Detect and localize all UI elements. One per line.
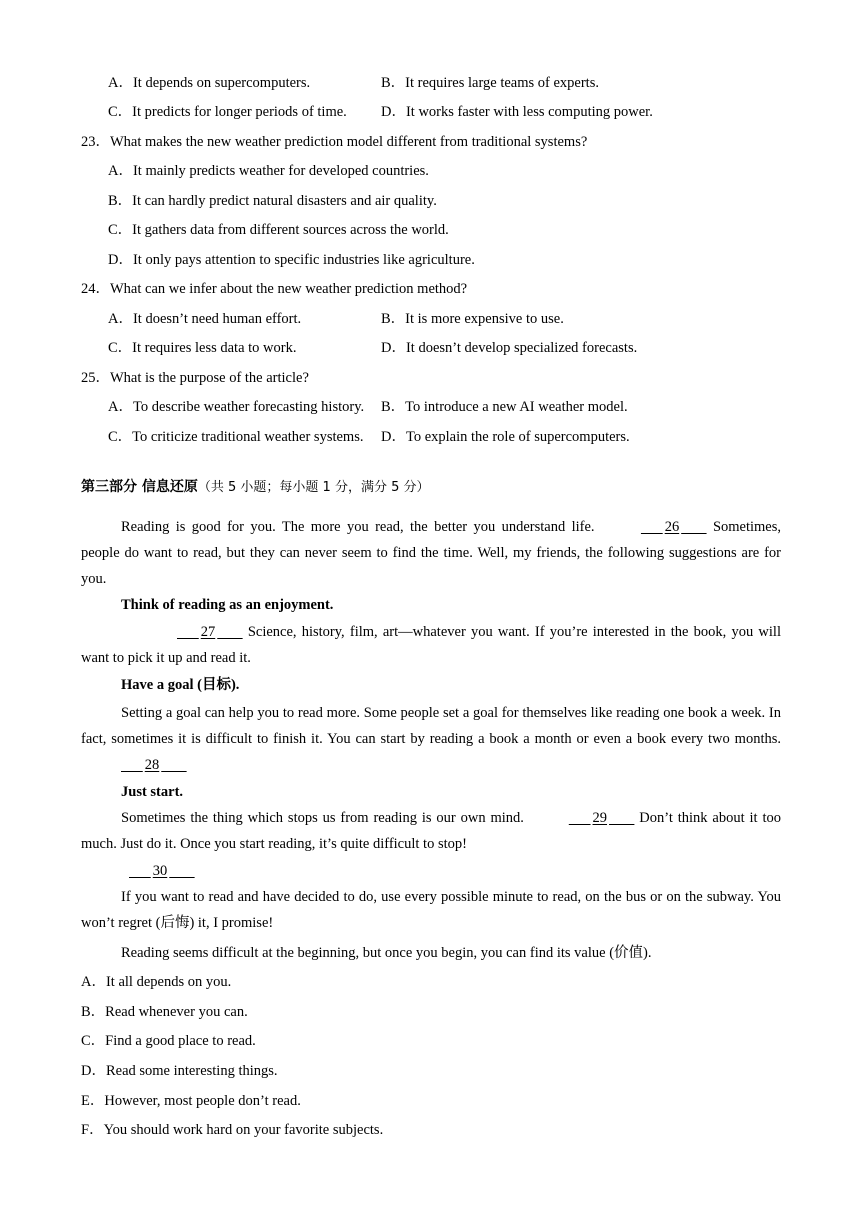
blank-number: 27 (200, 624, 216, 640)
section-title: 第三部分 信息还原 (81, 479, 198, 495)
blank-number: 29 (592, 810, 608, 826)
q24-option-a: A．It doesn’t need human effort. (108, 311, 302, 327)
q23-option-a: A．It mainly predicts weather for developed countries. (108, 163, 429, 179)
choice-a: A．It all depends on you. (81, 974, 232, 990)
blank-26 (601, 514, 707, 540)
blank-number: 26 (664, 519, 680, 535)
q22-option-c: C．It predicts for longer periods of time. (108, 104, 347, 120)
q22-option-b: B．It requires large teams of experts. (381, 75, 599, 91)
q23-option-c: C．It gathers data from different sources across the world. (108, 222, 449, 238)
choice-b: B．Read whenever you can. (81, 1004, 248, 1020)
choice-c: C．Find a good place to read. (81, 1033, 256, 1049)
blank-29 (529, 805, 635, 831)
blank-30 (129, 862, 195, 880)
q25-stem: 25．What is the purpose of the article? (81, 370, 309, 386)
q24-option-b: B．It is more expensive to use. (381, 311, 564, 327)
passage-paragraph-5: If you want to read and have decided to do, use every possible minute to read, on the bus or on the subway. You won’t regret (后悔) it, I promise! (81, 889, 781, 931)
paragraph-text: Sometimes, people do want to read, but they can never seem to find the time. Well, my friends, the following suggestions are for you. (81, 519, 782, 587)
q24-option-c: C．It requires less data to work. (108, 340, 297, 356)
blank-27 (129, 619, 243, 645)
blank-number: 30 (152, 863, 168, 879)
section-heading (81, 478, 429, 497)
q23-option-b: B．It can hardly predict natural disasters and air quality. (108, 193, 437, 209)
passage-paragraph-3 (81, 700, 781, 778)
q22-option-d: D．It works faster with less computing power. (381, 104, 653, 120)
choice-e: E．However, most people don’t read. (81, 1093, 301, 1109)
blank-number: 28 (144, 757, 160, 773)
q24-stem: 24．What can we infer about the new weather prediction method? (81, 281, 468, 297)
q24-option-d: D．It doesn’t develop specialized forecasts. (381, 340, 638, 356)
passage-paragraph-6: Reading seems difficult at the beginning, but once you begin, you can find its value (价值). (121, 945, 652, 961)
blank-28 (81, 752, 187, 778)
choice-f: F．You should work hard on your favorite subjects. (81, 1122, 384, 1138)
section-note: （共 5 小题；每小题 1 分，满分 5 分） (197, 480, 430, 495)
q25-option-b: B．To introduce a new AI weather model. (381, 399, 628, 415)
paragraph-text: Don’t think about it too much. Just do it. Once you start reading, it’s quite difficult to stop! (81, 810, 782, 852)
subheading-start: Just start. (121, 784, 184, 800)
subheading-enjoyment: Think of reading as an enjoyment. (121, 597, 334, 613)
paragraph-text: Setting a goal can help you to read more. Some people set a goal for themselves like reading one book a week. In fact, sometimes it is difficult to finish it. You can start by reading a book a month or even a book every two months. (81, 705, 781, 747)
q23-option-d: D．It only pays attention to specific industries like agriculture. (108, 252, 475, 268)
q25-option-c: C．To criticize traditional weather systems. (108, 429, 364, 445)
blank-30-heading (129, 862, 195, 880)
passage-paragraph-1 (81, 514, 781, 592)
q25-option-a: A．To describe weather forecasting history. (108, 399, 365, 415)
passage-paragraph-2 (81, 619, 781, 671)
paragraph-text: Science, history, film, art—whatever you want. If you’re interested in the book, you will want to pick it up and read it. (81, 624, 781, 666)
subheading-goal: Have a goal (目标). (121, 677, 240, 693)
paragraph-text: Reading is good for you. The more you read, the better you understand life. (121, 519, 595, 535)
q25-option-d: D．To explain the role of supercomputers. (381, 429, 630, 445)
passage-paragraph-4 (81, 805, 781, 857)
choice-d: D．Read some interesting things. (81, 1063, 278, 1079)
q23-stem: 23．What makes the new weather prediction model different from traditional systems? (81, 134, 588, 150)
q22-option-a: A．It depends on supercomputers. (108, 75, 311, 91)
paragraph-text: Sometimes the thing which stops us from reading is our own mind. (121, 810, 524, 826)
